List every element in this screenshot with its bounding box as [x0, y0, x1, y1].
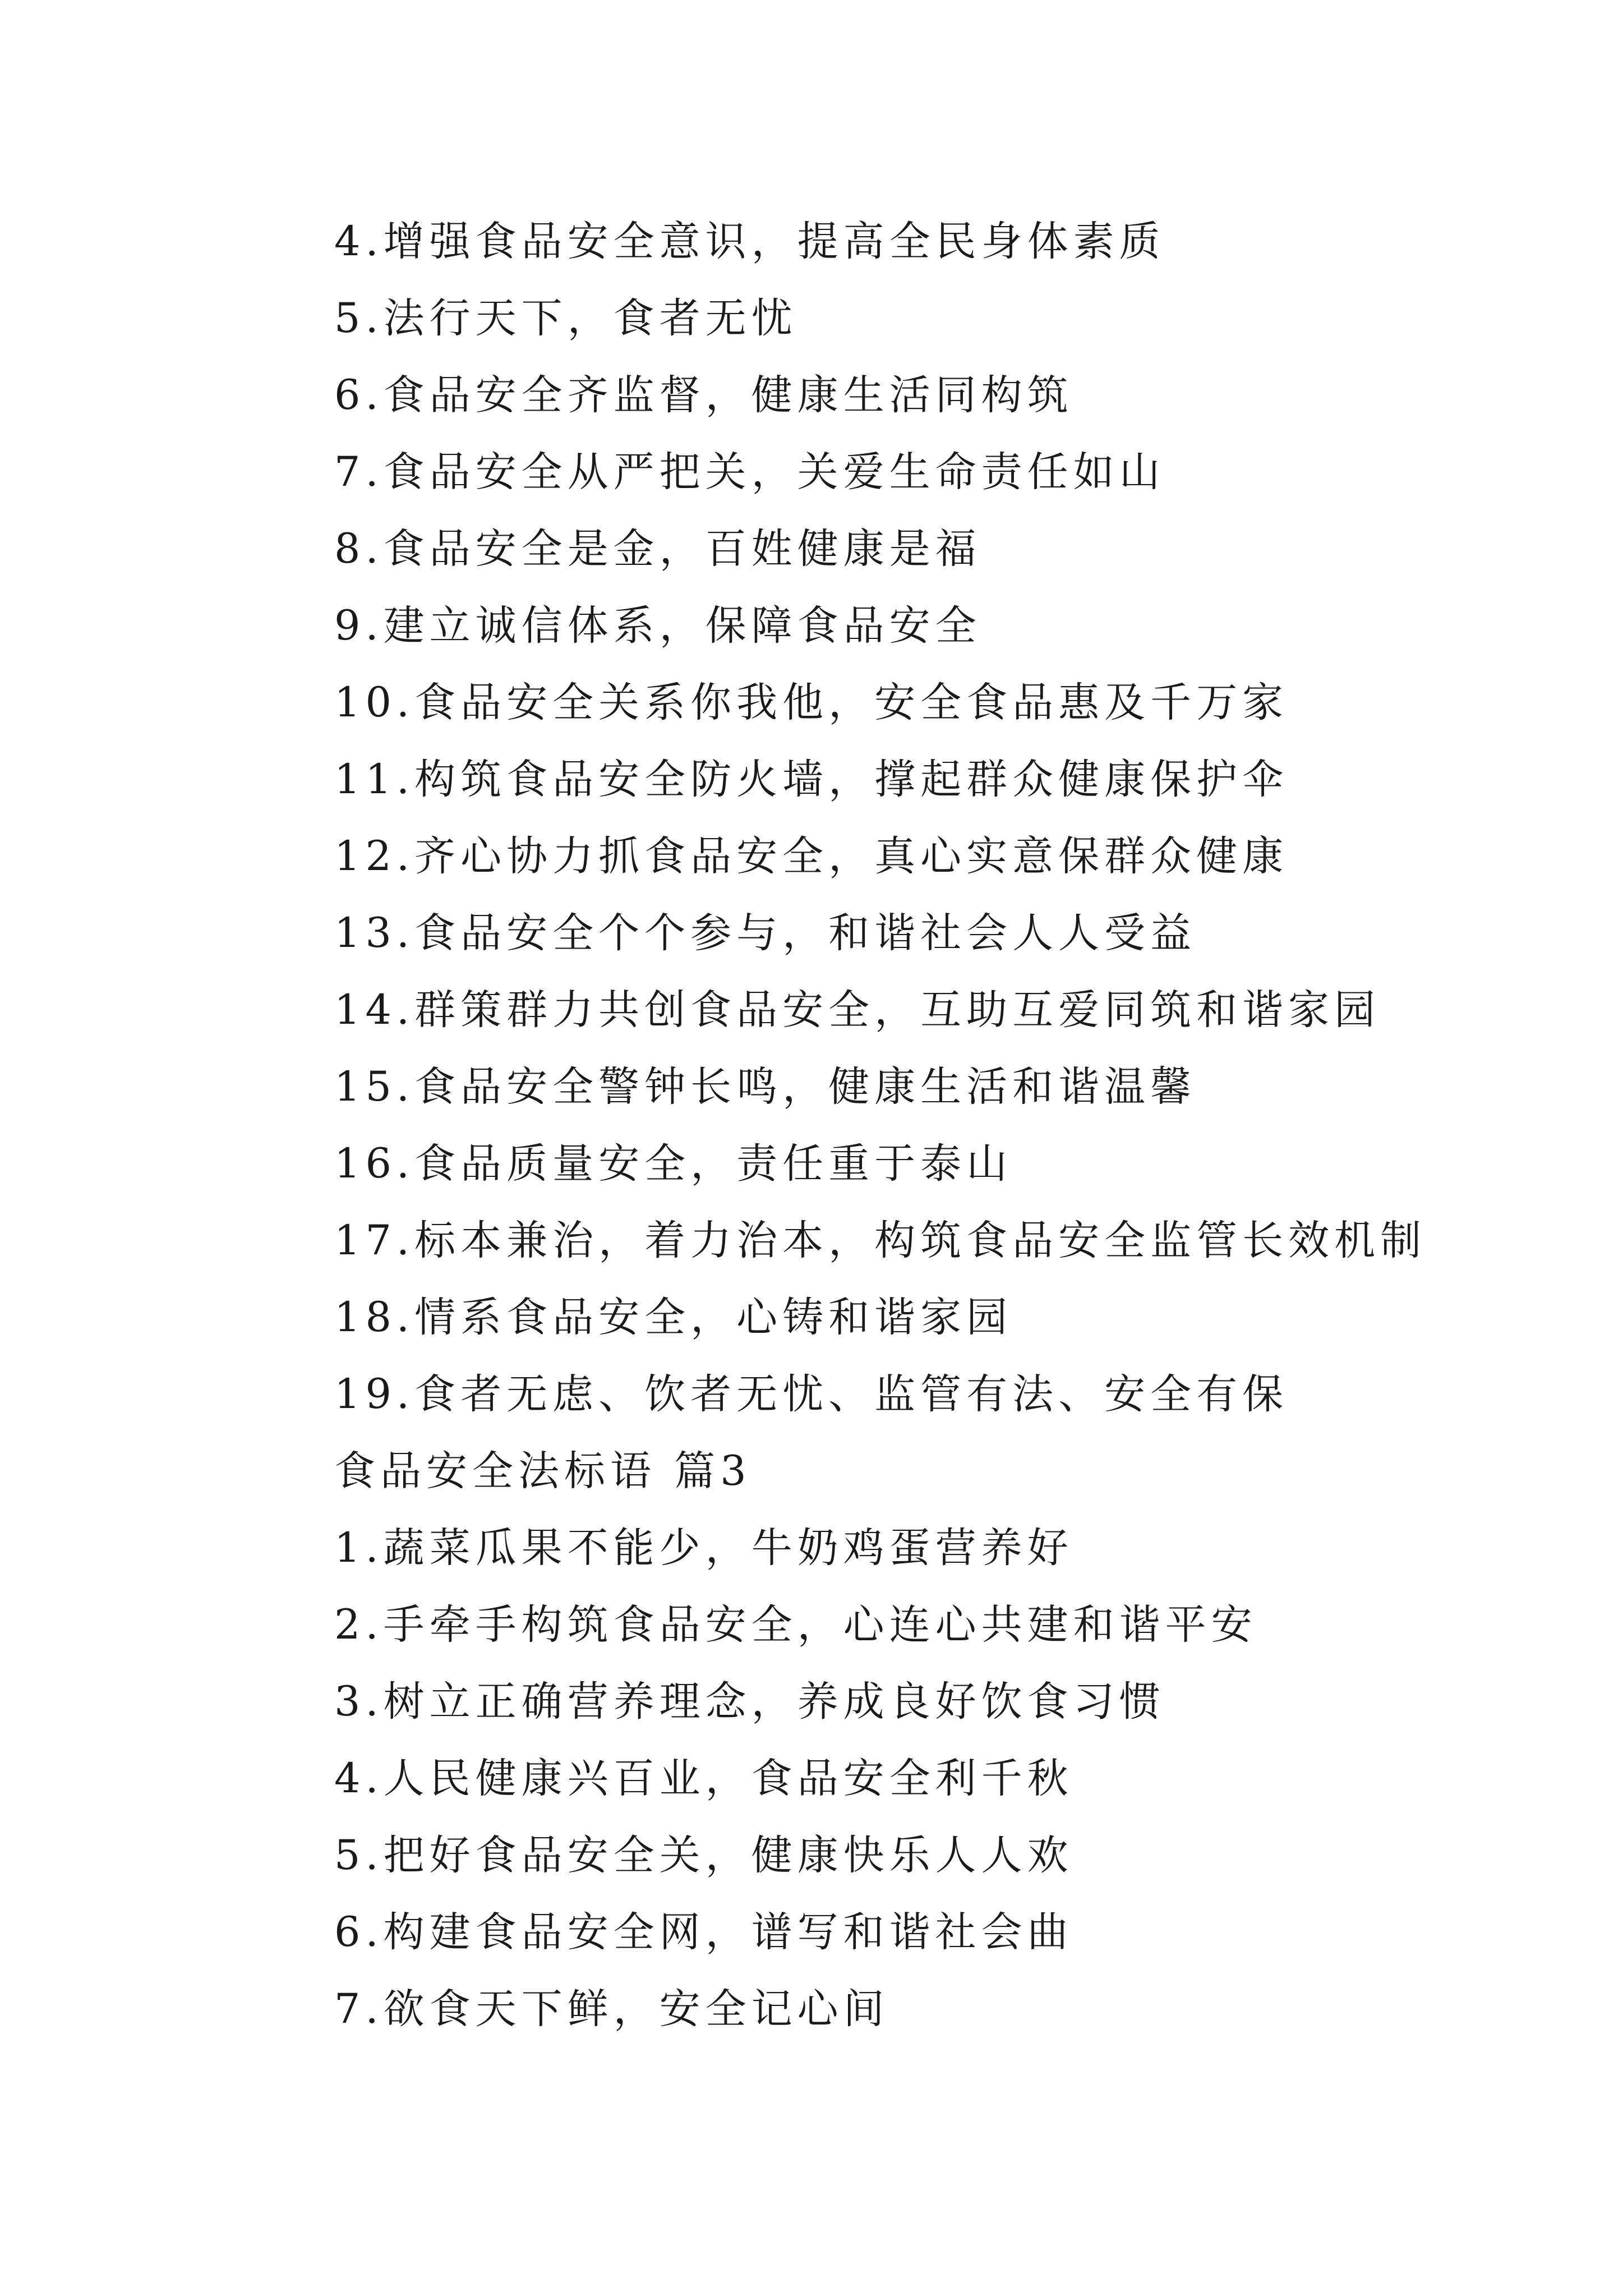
list-item: 13.食品安全个个参与，和谐社会人人受益 — [334, 909, 1197, 957]
section-heading: 食品安全法标语 篇3 — [334, 1447, 751, 1495]
list-item: 9.建立诚信体系，保障食品安全 — [334, 602, 981, 650]
list-item: 6.食品安全齐监督，健康生活同构筑 — [334, 371, 1073, 419]
list-item: 5.把好食品安全关，健康快乐人人欢 — [334, 1832, 1073, 1879]
list-item: 1.蔬菜瓜果不能少，牛奶鸡蛋营养好 — [334, 1524, 1073, 1572]
list-item: 5.法行天下，食者无忧 — [334, 295, 797, 342]
list-item: 2.手牵手构筑食品安全，心连心共建和谐平安 — [334, 1601, 1257, 1649]
list-item: 3.树立正确营养理念，养成良好饮食习惯 — [334, 1678, 1165, 1726]
list-item: 7.欲食天下鲜，安全记心间 — [334, 1985, 889, 2033]
list-item: 4.增强食品安全意识，提高全民身体素质 — [334, 218, 1165, 265]
list-item: 11.构筑食品安全防火墙，撑起群众健康保护伞 — [334, 756, 1289, 803]
list-item: 15.食品安全警钟长鸣，健康生活和谐温馨 — [334, 1063, 1197, 1111]
list-item: 17.标本兼治，着力治本，构筑食品安全监管长效机制 — [334, 1217, 1427, 1264]
list-item: 4.人民健康兴百业，食品安全利千秋 — [334, 1755, 1073, 1802]
list-item: 6.构建食品安全网，谱写和谐社会曲 — [334, 1908, 1073, 1956]
list-item: 19.食者无虑、饮者无忧、监管有法、安全有保 — [334, 1370, 1289, 1418]
list-item: 10.食品安全关系你我他，安全食品惠及千万家 — [334, 679, 1289, 726]
list-item: 16.食品质量安全，责任重于泰山 — [334, 1140, 1013, 1188]
list-item: 8.食品安全是金，百姓健康是福 — [334, 525, 981, 573]
list-item: 14.群策群力共创食品安全，互助互爱同筑和谐家园 — [334, 986, 1381, 1034]
slogan-list — [334, 209, 1426, 2053]
list-item: 12.齐心协力抓食品安全，真心实意保群众健康 — [334, 832, 1289, 880]
list-item: 18.情系食品安全，心铸和谐家园 — [334, 1294, 1013, 1341]
list-item: 7.食品安全从严把关，关爱生命责任如山 — [334, 448, 1165, 496]
